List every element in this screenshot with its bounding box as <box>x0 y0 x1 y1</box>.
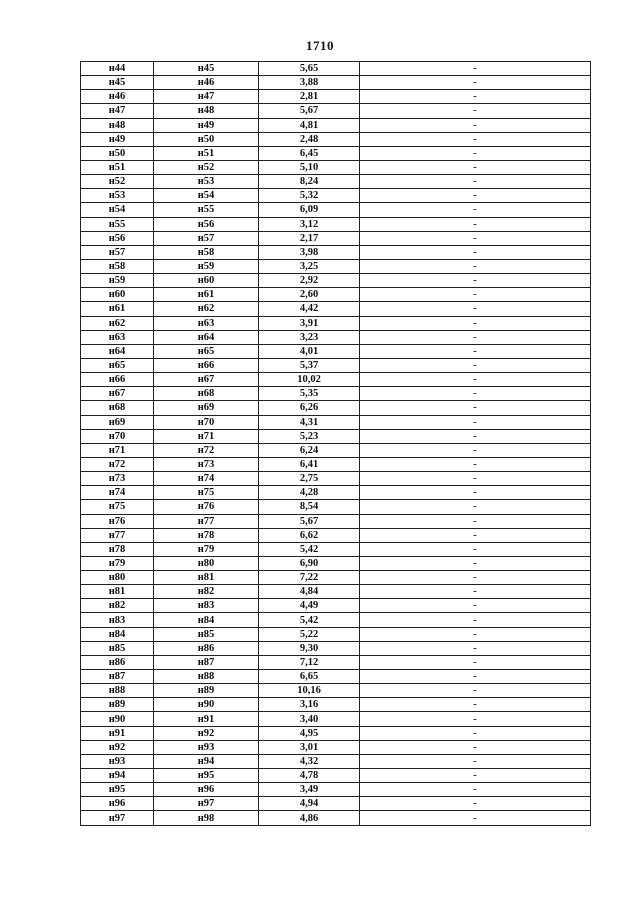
note-cell: - <box>360 259 591 273</box>
point-from-cell: н75 <box>81 500 154 514</box>
point-from-cell: н70 <box>81 429 154 443</box>
note-cell: - <box>360 655 591 669</box>
distance-cell: 7,22 <box>259 571 360 585</box>
table-row <box>81 429 591 443</box>
point-from-cell: н48 <box>81 118 154 132</box>
page-number: 1710 <box>306 38 334 53</box>
distance-cell: 2,48 <box>259 132 360 146</box>
point-to-cell: н82 <box>154 585 259 599</box>
distance-cell: 3,88 <box>259 76 360 90</box>
distance-cell: 3,16 <box>259 698 360 712</box>
table-row <box>81 528 591 542</box>
point-from-cell: н63 <box>81 330 154 344</box>
point-to-cell: н95 <box>154 769 259 783</box>
point-to-cell: н63 <box>154 316 259 330</box>
table-row <box>81 401 591 415</box>
point-to-cell: н79 <box>154 542 259 556</box>
note-cell: - <box>360 274 591 288</box>
point-from-cell: н45 <box>81 76 154 90</box>
distance-cell: 4,01 <box>259 344 360 358</box>
table-row <box>81 655 591 669</box>
table-row <box>81 797 591 811</box>
table-row <box>81 245 591 259</box>
point-from-cell: н94 <box>81 769 154 783</box>
distance-cell: 6,09 <box>259 203 360 217</box>
table-row <box>81 556 591 570</box>
table-row <box>81 344 591 358</box>
note-cell: - <box>360 203 591 217</box>
table-row <box>81 684 591 698</box>
table-row <box>81 231 591 245</box>
distance-cell: 5,67 <box>259 104 360 118</box>
table-row <box>81 358 591 372</box>
distance-cell: 3,91 <box>259 316 360 330</box>
point-from-cell: н53 <box>81 189 154 203</box>
point-to-cell: н58 <box>154 245 259 259</box>
point-to-cell: н91 <box>154 712 259 726</box>
point-to-cell: н86 <box>154 641 259 655</box>
table-row <box>81 302 591 316</box>
note-cell: - <box>360 783 591 797</box>
point-from-cell: н76 <box>81 514 154 528</box>
point-to-cell: н52 <box>154 160 259 174</box>
distance-cell: 3,40 <box>259 712 360 726</box>
note-cell: - <box>360 585 591 599</box>
point-to-cell: н68 <box>154 387 259 401</box>
distance-cell: 5,67 <box>259 514 360 528</box>
distance-cell: 5,23 <box>259 429 360 443</box>
point-to-cell: н94 <box>154 754 259 768</box>
point-from-cell: н44 <box>81 62 154 76</box>
point-to-cell: н56 <box>154 217 259 231</box>
distance-cell: 6,26 <box>259 401 360 415</box>
table-row <box>81 104 591 118</box>
note-cell: - <box>360 217 591 231</box>
note-cell: - <box>360 754 591 768</box>
note-cell: - <box>360 556 591 570</box>
note-cell: - <box>360 457 591 471</box>
table-row <box>81 443 591 457</box>
note-cell: - <box>360 302 591 316</box>
table-row <box>81 783 591 797</box>
distance-cell: 4,95 <box>259 726 360 740</box>
note-cell: - <box>360 387 591 401</box>
distance-cell: 6,24 <box>259 443 360 457</box>
note-cell: - <box>360 599 591 613</box>
point-to-cell: н61 <box>154 288 259 302</box>
point-from-cell: н81 <box>81 585 154 599</box>
distance-cell: 8,24 <box>259 175 360 189</box>
boundary-points-table <box>80 61 591 826</box>
table-row <box>81 132 591 146</box>
note-cell: - <box>360 443 591 457</box>
point-from-cell: н80 <box>81 571 154 585</box>
point-from-cell: н65 <box>81 358 154 372</box>
point-to-cell: н48 <box>154 104 259 118</box>
distance-cell: 4,32 <box>259 754 360 768</box>
point-to-cell: н87 <box>154 655 259 669</box>
point-from-cell: н88 <box>81 684 154 698</box>
note-cell: - <box>360 358 591 372</box>
note-cell: - <box>360 726 591 740</box>
table-row <box>81 486 591 500</box>
distance-cell: 8,54 <box>259 500 360 514</box>
note-cell: - <box>360 373 591 387</box>
table-row <box>81 316 591 330</box>
point-from-cell: н91 <box>81 726 154 740</box>
point-from-cell: н52 <box>81 175 154 189</box>
point-to-cell: н50 <box>154 132 259 146</box>
point-to-cell: н78 <box>154 528 259 542</box>
table-row <box>81 599 591 613</box>
note-cell: - <box>360 189 591 203</box>
distance-cell: 3,25 <box>259 259 360 273</box>
table-row <box>81 373 591 387</box>
point-from-cell: н83 <box>81 613 154 627</box>
table-row <box>81 670 591 684</box>
table-row <box>81 259 591 273</box>
point-from-cell: н59 <box>81 274 154 288</box>
point-to-cell: н67 <box>154 373 259 387</box>
point-from-cell: н72 <box>81 457 154 471</box>
point-to-cell: н96 <box>154 783 259 797</box>
distance-cell: 5,10 <box>259 160 360 174</box>
point-to-cell: н83 <box>154 599 259 613</box>
point-to-cell: н69 <box>154 401 259 415</box>
point-to-cell: н64 <box>154 330 259 344</box>
note-cell: - <box>360 90 591 104</box>
point-to-cell: н51 <box>154 146 259 160</box>
point-from-cell: н50 <box>81 146 154 160</box>
table-row <box>81 90 591 104</box>
point-from-cell: н60 <box>81 288 154 302</box>
note-cell: - <box>360 514 591 528</box>
point-to-cell: н97 <box>154 797 259 811</box>
note-cell: - <box>360 160 591 174</box>
point-from-cell: н71 <box>81 443 154 457</box>
point-to-cell: н46 <box>154 76 259 90</box>
note-cell: - <box>360 316 591 330</box>
table-row <box>81 740 591 754</box>
point-to-cell: н59 <box>154 259 259 273</box>
table-row <box>81 415 591 429</box>
point-to-cell: н77 <box>154 514 259 528</box>
point-from-cell: н62 <box>81 316 154 330</box>
point-from-cell: н66 <box>81 373 154 387</box>
table-row <box>81 62 591 76</box>
distance-cell: 3,23 <box>259 330 360 344</box>
distance-cell: 2,75 <box>259 472 360 486</box>
table-row <box>81 472 591 486</box>
distance-cell: 6,62 <box>259 528 360 542</box>
distance-cell: 3,01 <box>259 740 360 754</box>
point-from-cell: н57 <box>81 245 154 259</box>
point-from-cell: н93 <box>81 754 154 768</box>
point-from-cell: н82 <box>81 599 154 613</box>
point-from-cell: н49 <box>81 132 154 146</box>
distance-cell: 10,16 <box>259 684 360 698</box>
point-from-cell: н67 <box>81 387 154 401</box>
point-from-cell: н86 <box>81 655 154 669</box>
note-cell: - <box>360 769 591 783</box>
distance-cell: 3,12 <box>259 217 360 231</box>
point-from-cell: н92 <box>81 740 154 754</box>
note-cell: - <box>360 146 591 160</box>
table-row <box>81 613 591 627</box>
point-to-cell: н66 <box>154 358 259 372</box>
table-row <box>81 160 591 174</box>
note-cell: - <box>360 415 591 429</box>
distance-cell: 5,35 <box>259 387 360 401</box>
table-row <box>81 726 591 740</box>
point-to-cell: н71 <box>154 429 259 443</box>
point-from-cell: н89 <box>81 698 154 712</box>
point-to-cell: н81 <box>154 571 259 585</box>
point-to-cell: н98 <box>154 811 259 825</box>
point-to-cell: н62 <box>154 302 259 316</box>
note-cell: - <box>360 613 591 627</box>
table-row <box>81 585 591 599</box>
table-row <box>81 146 591 160</box>
point-to-cell: н92 <box>154 726 259 740</box>
note-cell: - <box>360 245 591 259</box>
table-body <box>81 62 591 826</box>
distance-cell: 5,42 <box>259 542 360 556</box>
point-from-cell: н64 <box>81 344 154 358</box>
point-from-cell: н54 <box>81 203 154 217</box>
table-row <box>81 514 591 528</box>
distance-cell: 4,94 <box>259 797 360 811</box>
distance-cell: 5,65 <box>259 62 360 76</box>
distance-cell: 5,42 <box>259 613 360 627</box>
point-to-cell: н65 <box>154 344 259 358</box>
point-to-cell: н55 <box>154 203 259 217</box>
point-from-cell: н84 <box>81 627 154 641</box>
distance-cell: 5,32 <box>259 189 360 203</box>
table-row <box>81 627 591 641</box>
note-cell: - <box>360 486 591 500</box>
table-row <box>81 76 591 90</box>
table-row <box>81 754 591 768</box>
distance-cell: 4,84 <box>259 585 360 599</box>
point-from-cell: н95 <box>81 783 154 797</box>
distance-cell: 4,81 <box>259 118 360 132</box>
distance-cell: 6,65 <box>259 670 360 684</box>
table-row <box>81 330 591 344</box>
note-cell: - <box>360 62 591 76</box>
point-to-cell: н57 <box>154 231 259 245</box>
table-row <box>81 175 591 189</box>
note-cell: - <box>360 175 591 189</box>
point-from-cell: н78 <box>81 542 154 556</box>
point-to-cell: н74 <box>154 472 259 486</box>
table-row <box>81 387 591 401</box>
table-row <box>81 769 591 783</box>
note-cell: - <box>360 429 591 443</box>
note-cell: - <box>360 542 591 556</box>
note-cell: - <box>360 698 591 712</box>
note-cell: - <box>360 401 591 415</box>
point-from-cell: н55 <box>81 217 154 231</box>
point-from-cell: н56 <box>81 231 154 245</box>
point-from-cell: н61 <box>81 302 154 316</box>
point-to-cell: н85 <box>154 627 259 641</box>
point-from-cell: н58 <box>81 259 154 273</box>
point-from-cell: н97 <box>81 811 154 825</box>
point-to-cell: н53 <box>154 175 259 189</box>
note-cell: - <box>360 344 591 358</box>
point-to-cell: н47 <box>154 90 259 104</box>
table-row <box>81 542 591 556</box>
table-row <box>81 203 591 217</box>
note-cell: - <box>360 76 591 90</box>
point-to-cell: н89 <box>154 684 259 698</box>
distance-cell: 4,86 <box>259 811 360 825</box>
table-row <box>81 189 591 203</box>
distance-cell: 3,98 <box>259 245 360 259</box>
point-to-cell: н76 <box>154 500 259 514</box>
point-to-cell: н73 <box>154 457 259 471</box>
table-row <box>81 288 591 302</box>
table-row <box>81 571 591 585</box>
point-to-cell: н45 <box>154 62 259 76</box>
distance-cell: 4,42 <box>259 302 360 316</box>
note-cell: - <box>360 330 591 344</box>
table-row <box>81 712 591 726</box>
point-from-cell: н68 <box>81 401 154 415</box>
point-from-cell: н74 <box>81 486 154 500</box>
distance-cell: 2,17 <box>259 231 360 245</box>
distance-cell: 9,30 <box>259 641 360 655</box>
point-to-cell: н75 <box>154 486 259 500</box>
note-cell: - <box>360 500 591 514</box>
distance-cell: 5,37 <box>259 358 360 372</box>
point-to-cell: н80 <box>154 556 259 570</box>
note-cell: - <box>360 104 591 118</box>
point-from-cell: н73 <box>81 472 154 486</box>
point-to-cell: н49 <box>154 118 259 132</box>
note-cell: - <box>360 712 591 726</box>
note-cell: - <box>360 571 591 585</box>
point-from-cell: н51 <box>81 160 154 174</box>
point-to-cell: н93 <box>154 740 259 754</box>
distance-cell: 6,90 <box>259 556 360 570</box>
point-from-cell: н87 <box>81 670 154 684</box>
point-from-cell: н79 <box>81 556 154 570</box>
point-from-cell: н46 <box>81 90 154 104</box>
distance-cell: 2,92 <box>259 274 360 288</box>
distance-cell: 6,45 <box>259 146 360 160</box>
distance-cell: 2,60 <box>259 288 360 302</box>
point-from-cell: н47 <box>81 104 154 118</box>
distance-cell: 2,81 <box>259 90 360 104</box>
note-cell: - <box>360 797 591 811</box>
note-cell: - <box>360 811 591 825</box>
note-cell: - <box>360 740 591 754</box>
note-cell: - <box>360 528 591 542</box>
point-to-cell: н70 <box>154 415 259 429</box>
distance-cell: 4,31 <box>259 415 360 429</box>
table-row <box>81 274 591 288</box>
point-to-cell: н88 <box>154 670 259 684</box>
point-to-cell: н90 <box>154 698 259 712</box>
point-from-cell: н90 <box>81 712 154 726</box>
table-row <box>81 217 591 231</box>
distance-cell: 6,41 <box>259 457 360 471</box>
point-from-cell: н69 <box>81 415 154 429</box>
table-row <box>81 698 591 712</box>
point-to-cell: н60 <box>154 274 259 288</box>
point-to-cell: н72 <box>154 443 259 457</box>
distance-cell: 4,78 <box>259 769 360 783</box>
note-cell: - <box>360 670 591 684</box>
distance-cell: 10,02 <box>259 373 360 387</box>
table-row <box>81 641 591 655</box>
distance-cell: 7,12 <box>259 655 360 669</box>
distance-cell: 4,49 <box>259 599 360 613</box>
table-row <box>81 500 591 514</box>
point-to-cell: н54 <box>154 189 259 203</box>
note-cell: - <box>360 288 591 302</box>
note-cell: - <box>360 231 591 245</box>
distance-cell: 4,28 <box>259 486 360 500</box>
distance-cell: 5,22 <box>259 627 360 641</box>
point-from-cell: н77 <box>81 528 154 542</box>
note-cell: - <box>360 472 591 486</box>
note-cell: - <box>360 118 591 132</box>
distance-cell: 3,49 <box>259 783 360 797</box>
point-from-cell: н85 <box>81 641 154 655</box>
note-cell: - <box>360 627 591 641</box>
table-row <box>81 118 591 132</box>
table-row <box>81 811 591 825</box>
note-cell: - <box>360 684 591 698</box>
note-cell: - <box>360 132 591 146</box>
table-row <box>81 457 591 471</box>
point-from-cell: н96 <box>81 797 154 811</box>
point-to-cell: н84 <box>154 613 259 627</box>
note-cell: - <box>360 641 591 655</box>
